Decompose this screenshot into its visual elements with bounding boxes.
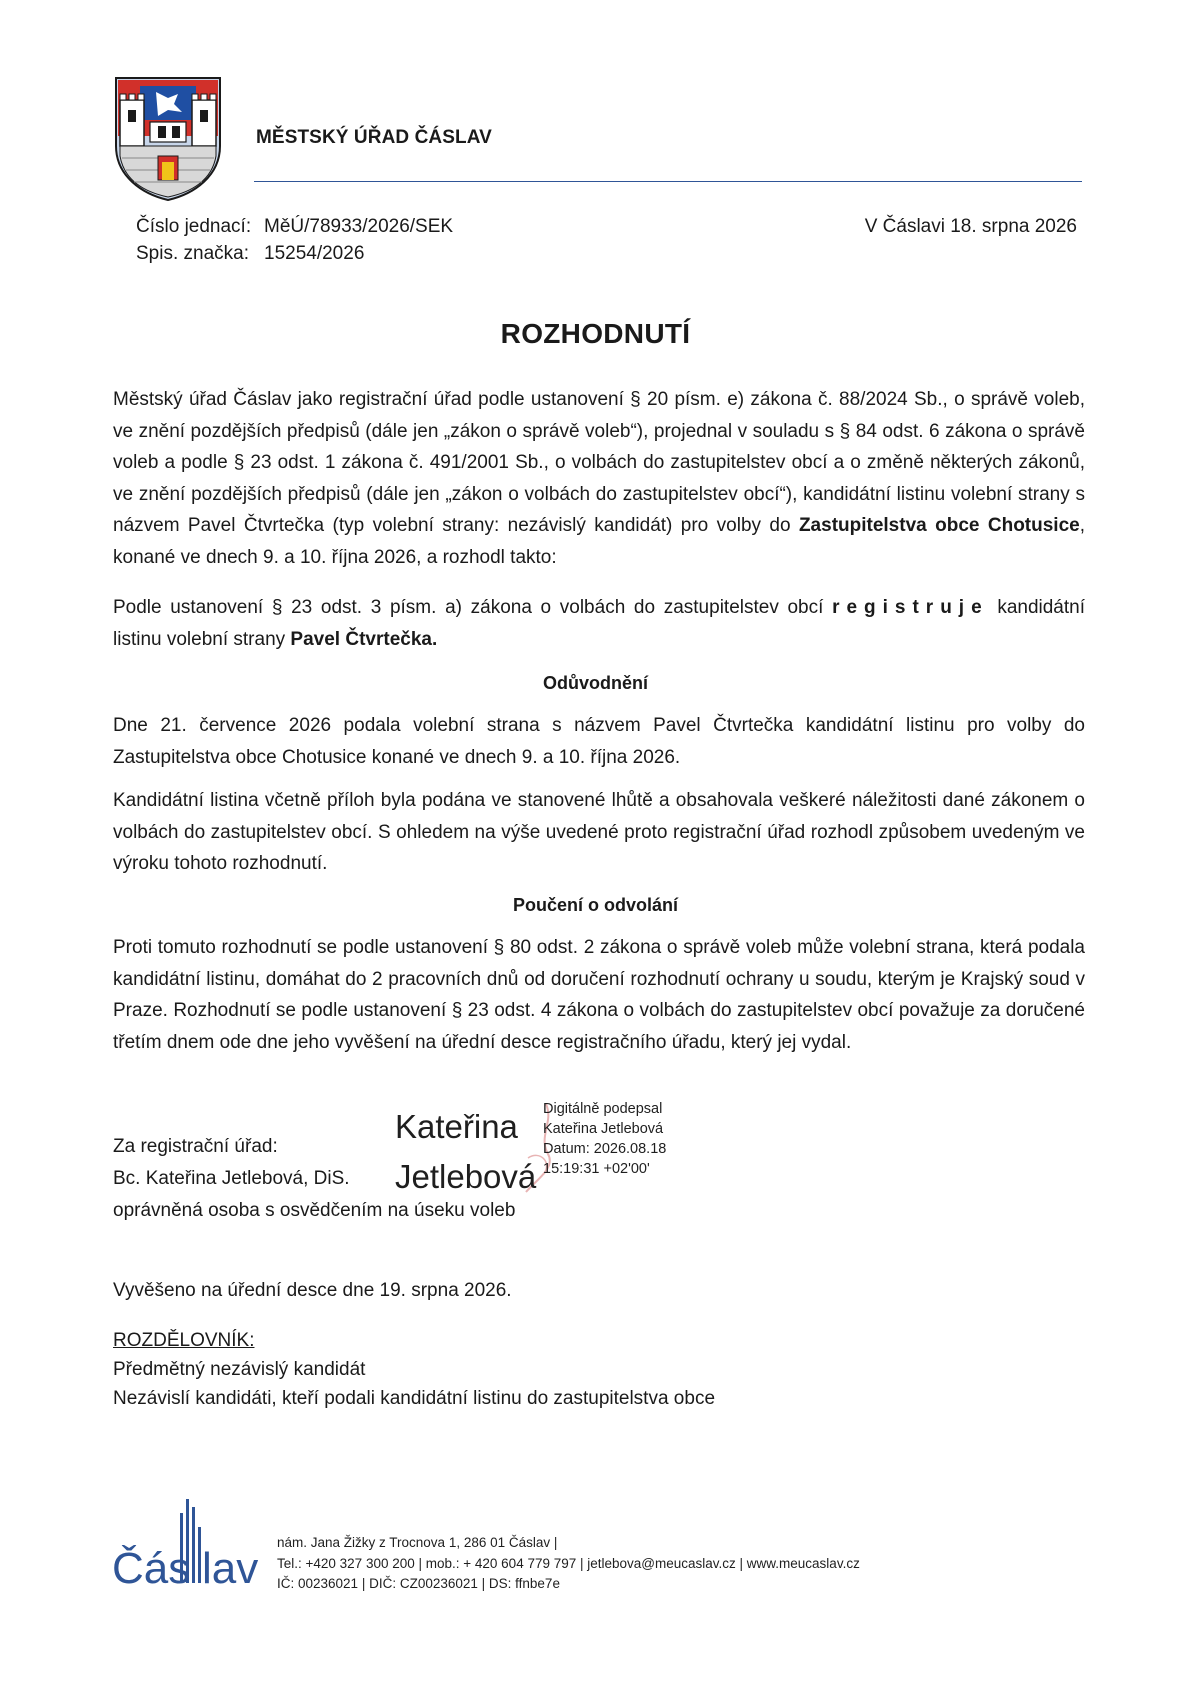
appeal-paragraph: Proti tomuto rozhodnutí se podle ustanovení § 80 odst. 2 zákona o správě voleb může volební strana, která podala kandidátní listinu, domáhat do 2 pracovních dnů od doručení rozhodnutí ochrany u soudu, kterým je Krajský soud v Praze. Rozhodnutí se podle ustanovení § 23 odst. 4 zákona o volbách do zastupitelstev obcí považuje za doručené třetím dnem ode dne jeho vyvěšení na úřední desce registračního úřadu, který jej vydal. — [113, 937, 1085, 1053]
justification-heading: Odůvodnění — [543, 673, 648, 693]
decision-intro-text-end: , konané ve dnech 9. a 10. října 2026, a rozhodl takto: — [113, 515, 1085, 568]
signature-detail-line: Datum: 2026.08.18 — [543, 1141, 667, 1157]
signer-authority: oprávněná osoba s osvědčením na úseku voleb — [113, 1200, 516, 1221]
signer-name: Bc. Kateřina Jetlebová, DiS. — [113, 1168, 350, 1189]
verdict-text: Podle ustanovení § 23 odst. 3 písm. a) zákona o volbách do zastupitelstev obcí — [113, 597, 833, 618]
decision-verdict-paragraph — [113, 592, 1085, 655]
file-mark-label: Spis. značka: — [136, 243, 249, 264]
appeal-heading: Poučení o odvolání — [512, 895, 678, 915]
council-name: Zastupitelstva obce Chotusice — [798, 515, 1080, 536]
distribution-item: Předmětný nezávislý kandidát — [113, 1359, 366, 1380]
signature-detail-line: 15:19:31 +02'00' — [543, 1161, 650, 1177]
footer-address: nám. Jana Žižky z Trocnova 1, 286 01 Čáslav | — [277, 1535, 558, 1550]
verdict-text-end: kandidátní listinu volební strany — [113, 597, 1085, 650]
reference-label: Číslo jednací: — [136, 216, 252, 237]
reference-value: MěÚ/78933/2026/SEK — [264, 216, 454, 237]
reference-row — [136, 213, 453, 240]
justification-paragraph-1: Dne 21. července 2026 podala volební strana s názvem Pavel Čtvrtečka kandidátní listinu pro volby do Zastupitelstva obce Chotusice konané ve dnech 9. a 10. října 2026. — [113, 715, 1085, 768]
decision-intro-text: Městský úřad Čáslav jako registrační úřad podle ustanovení § 20 písm. e) zákona č. 88/2024 Sb., o správě voleb, ve znění pozdějších předpisů (dále jen „zákon o správě voleb“), projednal v souladu s § 84 odst. 6 zákona o správě voleb a podle § 23 odst. 1 zákona č. 491/2001 Sb., o volbách do zastupitelstev obcí a o změně některých zákonů, ve znění pozdějších předpisů (dále jen „zákon o volbách do zastupitelstev obcí“), kandidátní listinu volební strany s názvem Pavel Čtvrtečka (typ volební strany: nezávislý kandidát) pro volby do — [113, 389, 1085, 536]
digital-signature-details — [543, 1099, 666, 1179]
digital-signature-name — [395, 1102, 536, 1202]
document-title: ROZHODNUTÍ — [500, 318, 691, 349]
signature-detail-line: Kateřina Jetlebová — [543, 1121, 664, 1137]
logo-text-end: lav — [202, 1544, 259, 1593]
posted-note: Vyvěšeno na úřední desce dne 19. srpna 2026. — [113, 1280, 512, 1301]
justification-paragraph-2: Kandidátní listina včetně příloh byla podána ve stanovené lhůtě a obsahovala veškeré náležitosti dané zákonem o volbách do zastupitelstev obcí. S ohledem na výše uvedené proto registrační úřad rozhodl způsobem uvedeným ve výroku tohoto rozhodnutí. — [113, 790, 1085, 874]
signature-first-name: Kateřina — [395, 1108, 518, 1145]
distribution-item: Nezávislí kandidáti, kteří podali kandidátní listinu do zastupitelstva obce — [113, 1388, 716, 1409]
distribution-title: ROZDĚLOVNÍK: — [113, 1330, 255, 1351]
town-logo — [110, 1497, 259, 1593]
party-name: Pavel Čtvrtečka. — [290, 628, 438, 650]
signature-detail-line: Digitálně podepsal — [543, 1101, 663, 1117]
footer-contact — [277, 1533, 860, 1595]
file-mark-value: 15254/2026 — [264, 243, 365, 264]
file-mark-row — [136, 240, 453, 267]
distribution-list — [113, 1326, 715, 1413]
verdict-verb: registruje — [832, 597, 989, 618]
signature-last-name: Jetlebová — [395, 1158, 537, 1195]
logo-text-start: Čás — [112, 1544, 191, 1593]
header-divider — [254, 181, 1082, 182]
place-date: V Čáslavi 18. srpna 2026 — [864, 216, 1077, 237]
decision-intro-paragraph — [113, 384, 1085, 573]
footer-phone-email: Tel.: +420 327 300 200 | mob.: + 420 604 779 797 | jetlebova@meucaslav.cz | www.meucaslav.cz — [277, 1555, 860, 1571]
footer-ids: IČ: 00236021 | DIČ: CZ00236021 | DS: ffnbe7e — [277, 1576, 560, 1591]
signer-role: Za registrační úřad: — [113, 1136, 278, 1157]
reference-block — [136, 213, 453, 267]
office-name: MĚSTSKÝ ÚŘAD ČÁSLAV — [256, 127, 492, 148]
town-coat-of-arms-icon — [112, 76, 224, 202]
